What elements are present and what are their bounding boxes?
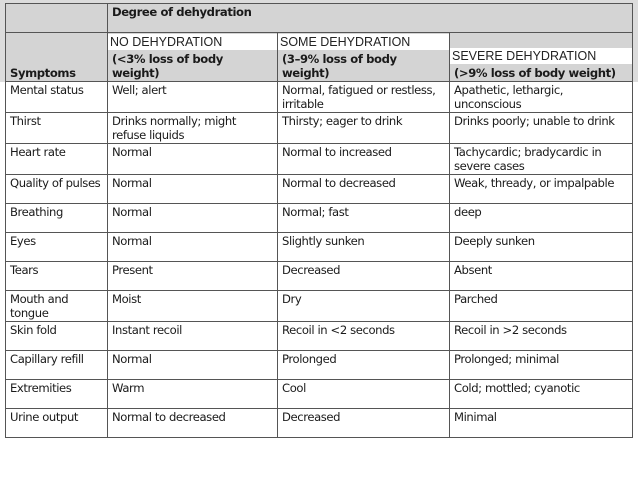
- no-dehydration-cell: Normal to decreased: [108, 409, 278, 438]
- degree-header-row: [6, 4, 633, 33]
- table-row: [6, 113, 633, 144]
- some-dehydration-cell: Prolonged: [278, 351, 450, 380]
- column-header-some-dehydration: [278, 33, 450, 82]
- severe-dehydration-cell: Apathetic, lethargic, unconscious: [450, 82, 633, 113]
- severe-dehydration-label: SEVERE DEHYDRATION: [450, 48, 632, 64]
- no-dehydration-cell: Present: [108, 262, 278, 291]
- symptom-cell: Skin fold: [6, 322, 108, 351]
- symptom-cell: Breathing: [6, 204, 108, 233]
- no-dehydration-cell: Drinks normally; might refuse liquids: [108, 113, 278, 144]
- column-header-severe-dehydration: [450, 33, 633, 82]
- symptom-cell: Extremities: [6, 380, 108, 409]
- some-dehydration-cell: Normal to increased: [278, 144, 450, 175]
- some-dehydration-cell: Normal, fatigued or restless, irritable: [278, 82, 450, 113]
- degree-of-dehydration-header: Degree of dehydration: [108, 4, 633, 33]
- symptom-cell: Quality of pulses: [6, 175, 108, 204]
- no-dehydration-cell: Instant recoil: [108, 322, 278, 351]
- symptom-cell: Tears: [6, 262, 108, 291]
- blank-corner-cell: [6, 4, 108, 33]
- no-dehydration-cell: Normal: [108, 233, 278, 262]
- some-dehydration-cell: Slightly sunken: [278, 233, 450, 262]
- severe-dehydration-cell: Cold; mottled; cyanotic: [450, 380, 633, 409]
- some-dehydration-cell: Dry: [278, 291, 450, 322]
- symptom-cell: Thirst: [6, 113, 108, 144]
- some-dehydration-cell: Decreased: [278, 409, 450, 438]
- symptoms-header: Symptoms: [6, 33, 108, 82]
- symptom-cell: Eyes: [6, 233, 108, 262]
- severe-dehydration-cell: Tachycardic; bradycardic in severe cases: [450, 144, 633, 175]
- symptom-cell: Heart rate: [6, 144, 108, 175]
- some-dehydration-label: SOME DEHYDRATION: [278, 34, 449, 50]
- severe-dehydration-cell: deep: [450, 204, 633, 233]
- some-dehydration-range: (3–9% loss of body weight): [282, 52, 397, 80]
- no-dehydration-cell: Moist: [108, 291, 278, 322]
- some-dehydration-cell: Cool: [278, 380, 450, 409]
- severe-dehydration-cell: Weak, thready, or impalpable: [450, 175, 633, 204]
- severe-dehydration-cell: Minimal: [450, 409, 633, 438]
- severe-dehydration-cell: Drinks poorly; unable to drink: [450, 113, 633, 144]
- column-header-no-dehydration: [108, 33, 278, 82]
- some-dehydration-cell: Normal to decreased: [278, 175, 450, 204]
- no-dehydration-cell: Warm: [108, 380, 278, 409]
- some-dehydration-cell: Thirsty; eager to drink: [278, 113, 450, 144]
- symptom-cell: Capillary refill: [6, 351, 108, 380]
- table-row: [6, 322, 633, 351]
- table-row: [6, 351, 633, 380]
- severe-dehydration-cell: Prolonged; minimal: [450, 351, 633, 380]
- severe-dehydration-cell: Recoil in >2 seconds: [450, 322, 633, 351]
- table-row: [6, 291, 633, 322]
- table-row: [6, 409, 633, 438]
- no-dehydration-cell: Normal: [108, 144, 278, 175]
- no-dehydration-cell: Normal: [108, 351, 278, 380]
- table-row: [6, 144, 633, 175]
- dehydration-table: [5, 3, 633, 438]
- some-dehydration-cell: Recoil in <2 seconds: [278, 322, 450, 351]
- some-dehydration-cell: Normal; fast: [278, 204, 450, 233]
- column-header-row: [6, 33, 633, 82]
- table-row: [6, 233, 633, 262]
- table-row: [6, 380, 633, 409]
- some-dehydration-cell: Decreased: [278, 262, 450, 291]
- symptom-cell: Mental status: [6, 82, 108, 113]
- no-dehydration-cell: Normal: [108, 175, 278, 204]
- no-dehydration-range: (<3% loss of body weight): [112, 52, 223, 80]
- table-row: [6, 175, 633, 204]
- no-dehydration-label: NO DEHYDRATION: [108, 34, 277, 50]
- no-dehydration-cell: Normal: [108, 204, 278, 233]
- no-dehydration-cell: Well; alert: [108, 82, 278, 113]
- table-row: [6, 262, 633, 291]
- severe-dehydration-cell: Absent: [450, 262, 633, 291]
- severe-dehydration-range: (>9% loss of body weight): [454, 66, 616, 80]
- symptom-cell: Urine output: [6, 409, 108, 438]
- table-row: [6, 82, 633, 113]
- symptom-cell: Mouth and tongue: [6, 291, 108, 322]
- severe-dehydration-cell: Deeply sunken: [450, 233, 633, 262]
- severe-dehydration-cell: Parched: [450, 291, 633, 322]
- table-row: [6, 204, 633, 233]
